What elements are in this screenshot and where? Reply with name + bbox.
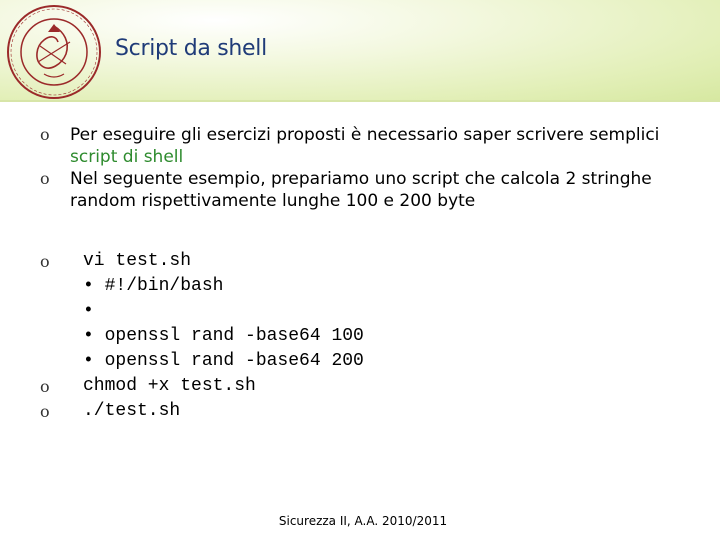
code-block — [40, 249, 640, 424]
bullet-text: Nel seguente esempio, prepariamo uno script che calcola 2 stringhe random rispettivamente lunghe 100 e 200 byte — [70, 169, 652, 211]
code-line — [40, 299, 640, 324]
code-text: • openssl rand -base64 100 — [83, 326, 364, 346]
slide-footer — [0, 514, 720, 528]
bullet-marker: o — [40, 169, 50, 188]
code-text: • #!/bin/bash — [83, 276, 224, 296]
bullet-marker: o — [40, 252, 50, 271]
code-line — [40, 249, 640, 274]
bullet-marker: o — [40, 125, 50, 144]
code-line — [40, 399, 640, 424]
header-divider — [0, 100, 720, 102]
bullet-text: Per eseguire gli esercizi proposti è necessario saper scrivere semplici — [70, 125, 660, 145]
footer-text: Sicurezza II, A.A. 2010/2011 — [278, 514, 448, 528]
bullet-list — [40, 124, 700, 212]
code-text: ./test.sh — [83, 401, 181, 421]
code-text: • — [83, 301, 94, 321]
bullet-marker: o — [40, 377, 50, 396]
highlighted-term: script di shell — [70, 147, 184, 167]
slide-header — [0, 0, 720, 102]
code-line — [40, 349, 640, 374]
bullet-item — [40, 124, 700, 168]
code-line — [40, 274, 640, 299]
code-text: chmod +x test.sh — [83, 376, 256, 396]
code-line — [40, 324, 640, 349]
code-line — [40, 374, 640, 399]
slide-title: Script da shell — [115, 36, 267, 61]
code-text: vi test.sh — [83, 251, 192, 271]
code-text: • openssl rand -base64 200 — [83, 351, 364, 371]
bullet-item — [40, 168, 700, 212]
university-seal-logo — [4, 2, 104, 102]
bullet-marker: o — [40, 402, 50, 421]
